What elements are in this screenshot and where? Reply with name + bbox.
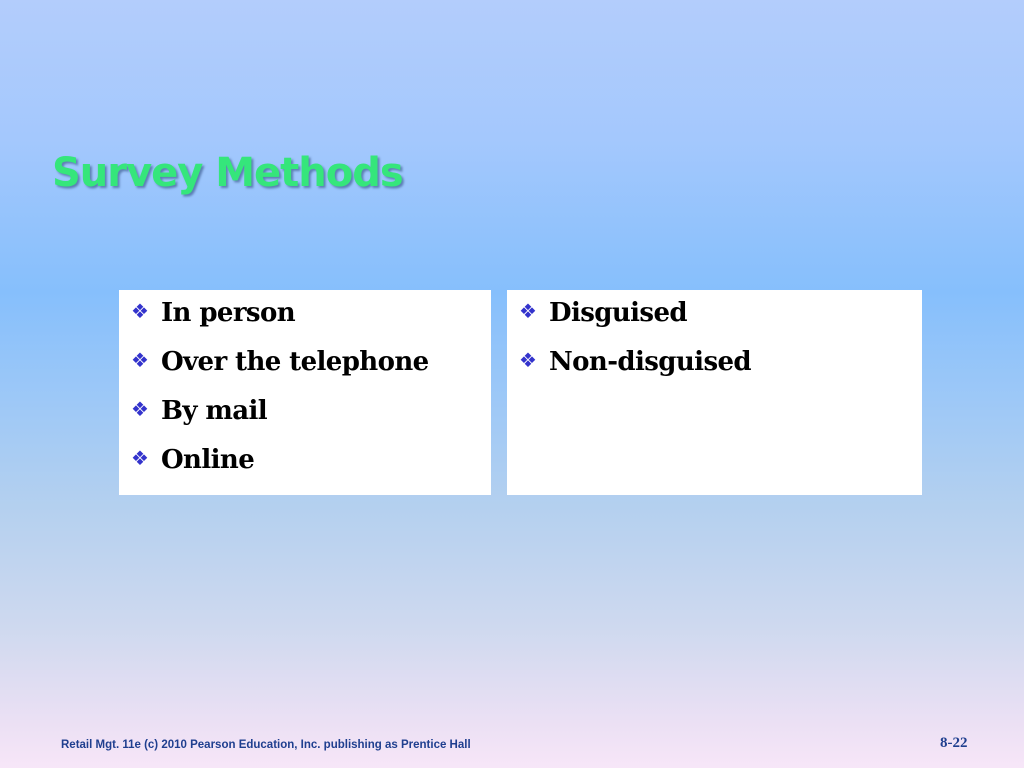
list-item-label: Disguised: [549, 298, 687, 328]
slide-title: Survey Methods: [52, 150, 403, 196]
diamond-bullet-icon: ❖: [131, 348, 149, 372]
list-item: [519, 298, 922, 347]
diamond-bullet-icon: ❖: [131, 397, 149, 421]
disguise-list: [519, 298, 922, 396]
page-number: 8-22: [940, 735, 968, 751]
disguise-box: [507, 290, 922, 495]
diamond-bullet-icon: ❖: [519, 299, 537, 323]
list-item: [519, 347, 922, 396]
list-item: [131, 298, 491, 347]
list-item: [131, 445, 491, 494]
diamond-bullet-icon: ❖: [131, 446, 149, 470]
list-item: [131, 347, 491, 396]
methods-list: [131, 298, 491, 494]
methods-box: [119, 290, 491, 495]
list-item-label: Online: [161, 445, 255, 475]
list-item-label: Non-disguised: [549, 347, 752, 377]
footer-copyright: Retail Mgt. 11e (c) 2010 Pearson Education, Inc. publishing as Prentice Hall: [61, 739, 471, 751]
list-item-label: In person: [161, 298, 296, 328]
diamond-bullet-icon: ❖: [131, 299, 149, 323]
diamond-bullet-icon: ❖: [519, 348, 537, 372]
list-item-label: By mail: [161, 396, 268, 426]
list-item: [131, 396, 491, 445]
list-item-label: Over the telephone: [161, 347, 429, 377]
